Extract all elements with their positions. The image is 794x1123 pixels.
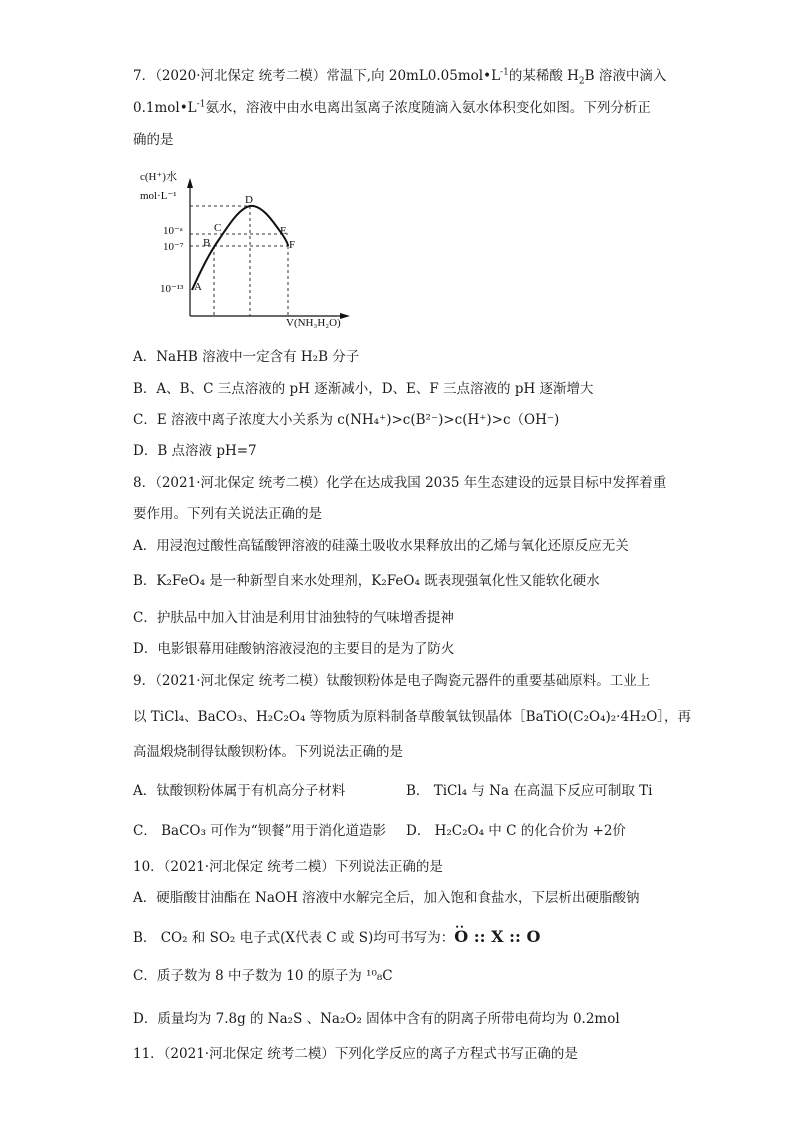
x-axis-arrow — [340, 313, 350, 319]
point-a: A — [194, 281, 202, 293]
q7-option-b[interactable]: B．A、B、C 三点溶液的 pH 逐渐减小，D、E、F 三点溶液的 pH 逐渐增大 — [133, 381, 594, 397]
tick-a: 10⁻ᵃ — [163, 225, 183, 237]
q8-option-d[interactable]: D．电影银幕用硅酸钠溶液浸泡的主要目的是为了防火 — [133, 641, 455, 657]
q9-stem-line3: 高温煅烧制得钛酸钡粉体。下列说法正确的是 — [133, 744, 403, 760]
x-label: V(NH₃H₂O) — [286, 317, 341, 329]
q8-option-c[interactable]: C．护肤品中加入甘油是利用甘油独特的气味增香提神 — [133, 610, 454, 626]
q10-option-a[interactable]: A．硬脂酸甘油酯在 NaOH 溶液中水解完全后，加入饱和食盐水，下层析出硬脂酸钠 — [133, 890, 640, 906]
q8-stem-line2: 要作用。下列有关说法正确的是 — [133, 506, 322, 522]
q10-option-c[interactable]: C．质子数为 8 中子数为 10 的原子为 ¹⁰₈C — [133, 968, 393, 984]
q10-stem: 10．（2021·河北保定 统考二模）下列说法正确的是 — [133, 859, 443, 875]
q11-stem: 11．（2021·河北保定 统考二模）下列化学反应的离子方程式书写正确的是 — [133, 1046, 578, 1062]
q7-stem-line2: $0.1mol•L^{-1}$氨水，溶液中由水电离出氢离子浓度随滴入氨水体积变化如图。下列分析正 — [133, 99, 651, 116]
q7-stem-line1: 7．（2020·河北保定 统考二模）常温下,向 $20mL0.05mol•L^{-1}$的某稀酸 $H_2B$ 溶液中滴入 — [133, 67, 667, 87]
q8-option-b[interactable]: B．K₂FeO₄ 是一种新型自来水处理剂，K₂FeO₄ 既表现强氧化性又能软化硬水 — [133, 573, 600, 589]
q9-option-b[interactable]: B． TiCl₄ 与 Na 在高温下反应可制取 Ti — [406, 783, 653, 799]
point-d: D — [245, 194, 253, 206]
tick-7: 10⁻⁷ — [163, 241, 184, 253]
tick-13: 10⁻¹³ — [160, 283, 184, 295]
q10-option-b[interactable] — [133, 928, 540, 947]
q7-chart — [130, 168, 360, 328]
q9-stem-line1: 9．（2021·河北保定 统考二模）钛酸钡粉体是电子陶瓷元器件的重要基础原料。工业上 — [133, 673, 651, 689]
q9-option-a[interactable]: A．钛酸钡粉体属于有机高分子材料 — [133, 783, 346, 799]
point-c: C — [214, 222, 222, 234]
y-label: c(H⁺)水 — [140, 171, 177, 183]
q9-stem-line2: 以 TiCl₄、BaCO₃、H₂C₂O₄ 等物质为原料制备草酸氧钛钡晶体［BaTiO(C₂O₄)₂·4H₂O］，再 — [133, 709, 692, 725]
electron-formula: •• O :: X :: O — [454, 928, 540, 946]
q9-option-c[interactable]: C． BaCO₃ 可作为“钡餐”用于消化道造影 — [133, 823, 386, 839]
q8-stem-line1: 8．（2021·河北保定 统考二模）化学在达成我国 2035 年生态建设的远景目标中发挥着重 — [133, 475, 667, 491]
q10-option-d[interactable]: D．质量均为 7.8g 的 Na₂S 、Na₂O₂ 固体中含有的阴离子所带电荷均为 0.2mol — [133, 1011, 620, 1027]
point-b: B — [203, 237, 211, 249]
q7-option-d[interactable]: D．B 点溶液 pH=7 — [133, 443, 257, 459]
q10-option-b-text: B． CO₂ 和 SO₂ 电子式(X代表 C 或 S)均可书写为： — [133, 930, 455, 946]
q7-stem-line3: 确的是 — [133, 132, 174, 148]
point-e: E — [280, 225, 287, 237]
q7-option-a[interactable]: A．NaHB 溶液中一定含有 H₂B 分子 — [133, 349, 360, 365]
q8-option-a[interactable]: A．用浸泡过酸性高锰酸钾溶液的硅藻土吸收水果释放出的乙烯与氧化还原反应无关 — [133, 538, 629, 554]
y-axis-arrow — [187, 178, 193, 188]
point-f: F — [289, 239, 296, 251]
q7-option-c[interactable]: C．E 溶液中离子浓度大小关系为 c(NH₄⁺)>c(B²⁻)>c(H⁺)>c（OH⁻) — [133, 412, 560, 428]
y-unit: mol·L⁻¹ — [140, 190, 177, 202]
q9-option-d[interactable]: D． H₂C₂O₄ 中 C 的化合价为 +2价 — [406, 823, 626, 839]
